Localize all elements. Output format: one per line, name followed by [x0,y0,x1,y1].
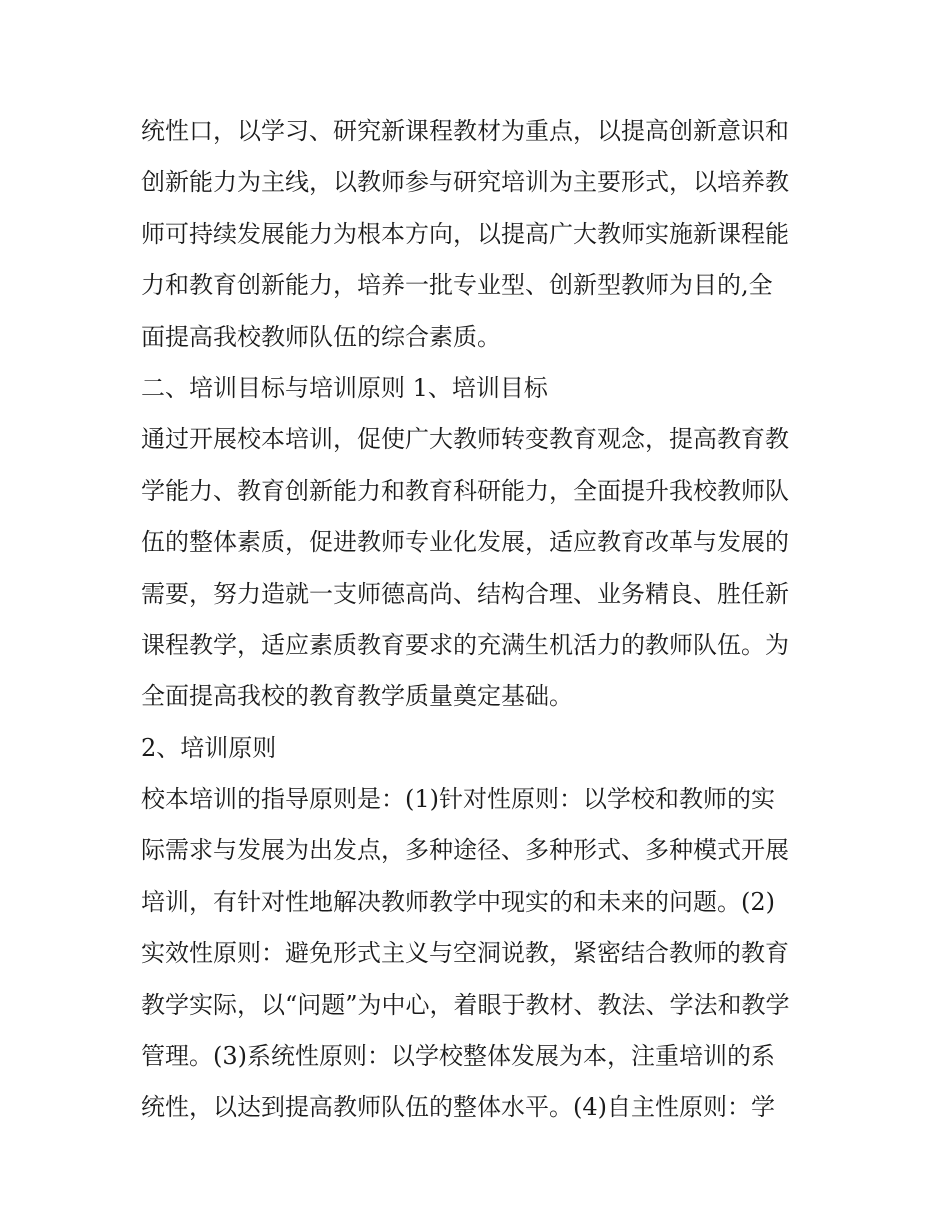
text-line: 校本培训的指导原则是：(1)针对性原则：以学校和教师的实 [141,785,775,814]
text-line: 全面提高我校的教育教学质量奠定基础。 [141,682,573,711]
text-line: 培训，有针对性地解决教师教学中现实的和未来的问题。(2) [141,887,775,916]
text-line: 需要，努力造就一支师德高尚、结构合理、业务精良、胜任新 [141,579,789,608]
text-line: 面提高我校教师队伍的综合素质。 [141,322,501,351]
text-line: 伍的整体素质，促进教师专业化发展，适应教育改革与发展的 [141,528,789,557]
text-line: 通过开展校本培训，促使广大教师转变教育观念，提高教育教 [141,425,789,454]
text-line: 教学实际，以“问题”为中心，着眼于教材、教法、学法和教学 [141,990,790,1019]
section-heading: 二、培训目标与培训原则 1、培训目标 [141,373,548,402]
text-line: 统性，以达到提高教师队伍的整体水平。(4)自主性原则：学 [141,1093,775,1122]
text-line: 力和教育创新能力，培养一批专业型、创新型教师为目的,全 [141,271,773,300]
subsection-heading: 2、培训原则 [141,733,277,762]
text-line: 学能力、教育创新能力和教育科研能力，全面提升我校教师队 [141,476,789,505]
text-line: 实效性原则：避免形式主义与空洞说教，紧密结合教师的教育 [141,939,789,968]
text-line: 课程教学，适应素质教育要求的充满生机活力的教师队伍。为 [141,630,789,659]
document-body [141,106,821,1134]
text-line: 统性口，以学习、研究新课程教材为重点，以提高创新意识和 [141,117,789,145]
text-line: 创新能力为主线，以教师参与研究培训为主要形式，以培养教 [141,168,789,197]
text-line: 管理。(3)系统性原则：以学校整体发展为本，注重培训的系 [141,1042,775,1071]
text-line: 师可持续发展能力为根本方向，以提高广大教师实施新课程能 [141,219,789,248]
text-line: 际需求与发展为出发点，多种途径、多种形式、多种模式开展 [141,836,789,865]
